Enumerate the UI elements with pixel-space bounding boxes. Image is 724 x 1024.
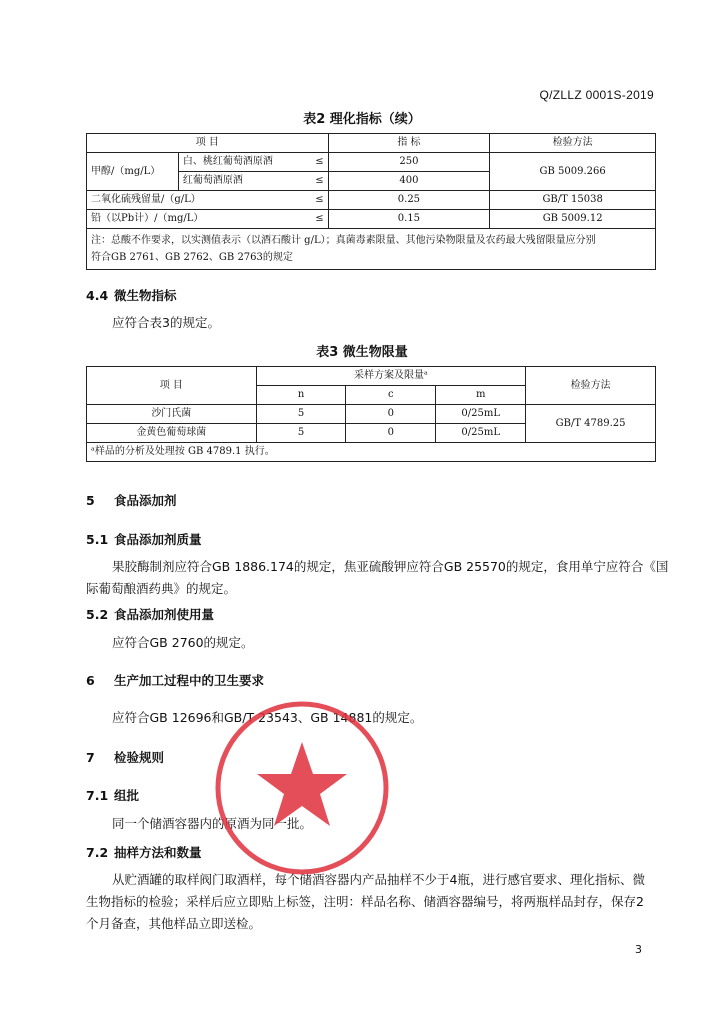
methanol-label: 甲醇/（mg/L） [87,153,179,191]
methanol-value-1: 250 [328,153,490,172]
section-4-4-text: 应符合表3的规定。 [112,315,220,330]
section-7-1: 7.1 组批 [86,788,140,803]
so2-method: GB/T 15038 [490,191,656,210]
table2 [86,133,656,270]
table3-caption: 表3 微生物限量 [316,345,408,360]
so2-item: 二氧化硫残留量/（g/L） ≤ [87,191,329,210]
lead-item: 铅（以Pb计）/（mg/L） ≤ [87,210,329,229]
table2-header-item: 项 目 [87,134,329,153]
table3-header-c: c [346,386,436,405]
table2-header-method: 检验方法 [490,134,656,153]
table3-row-2-m: 0/25mL [436,424,526,443]
methanol-sub-2: 红葡萄酒原酒 ≤ [178,172,328,191]
table3-row-1-m: 0/25mL [436,405,526,424]
table3-header-sampling: 采样方案及限量ᵃ [256,367,526,386]
company-seal-icon [212,698,392,878]
table2-note: 注：总酸不作要求，以实测值表示（以酒石酸计 g/L）；真菌毒素限量、其他污染物限量及农药最大残留限量应分别 符合GB 2761、GB 2762、GB 2763的规定 [87,229,656,270]
table2-caption: 表2 理化指标（续） [303,112,421,127]
table3-row-2-c: 0 [346,424,436,443]
methanol-sub-1: 白、桃红葡萄酒原酒 ≤ [178,153,328,172]
table3-method: GB/T 4789.25 [526,405,656,443]
section-7-2-text: 从贮酒罐的取样阀门取酒样，每个储酒容器内产品抽样不少于4瓶，进行感官要求、理化指标、微 生物指标的检验；采样后应立即贴上标签，注明：样品名称、储酒容器编号，将两瓶样品封存，保存2 个月备查，其他样品立即送检。 [86,872,645,931]
table3-row-2-item: 金黄色葡萄球菌 [87,424,257,443]
table3-footnote: ᵃ样品的分析及处理按 GB 4789.1 执行。 [87,443,656,462]
table3-row-1-n: 5 [256,405,346,424]
section-5-2: 5.2 食品添加剂使用量 [86,607,215,622]
section-6-text: 应符合GB 12696和GB/T 23543、GB 14881的规定。 [112,710,423,725]
lead-method: GB 5009.12 [490,210,656,229]
doc-code: Q/ZLLZ 0001S-2019 [539,88,654,102]
section-4-4: 4.4 微生物指标 [86,288,177,303]
section-7-2: 7.2 抽样方法和数量 [86,845,202,860]
table3-header-n: n [256,386,346,405]
section-5-1-text: 果胶酶制剂应符合GB 1886.174的规定，焦亚硫酸钾应符合GB 25570的规定，食用单宁应符合《国 际葡萄酿酒药典》的规定。 [86,559,669,596]
so2-value: 0.25 [328,191,490,210]
page-number: 3 [635,943,642,956]
table3-row-2-n: 5 [256,424,346,443]
methanol-method: GB 5009.266 [490,153,656,191]
lead-value: 0.15 [328,210,490,229]
section-5: 5 食品添加剂 [86,493,177,508]
section-5-2-text: 应符合GB 2760的规定。 [112,635,254,650]
section-7-1-text: 同一个储酒容器内的原酒为同一批。 [112,816,313,831]
section-5-1: 5.1 食品添加剂质量 [86,532,202,547]
table2-header-value: 指 标 [328,134,490,153]
section-6: 6 生产加工过程中的卫生要求 [86,673,265,688]
section-7: 7 检验规则 [86,750,165,765]
table3 [86,366,656,462]
table3-header-m: m [436,386,526,405]
table3-row-1-c: 0 [346,405,436,424]
table3-row-1-item: 沙门氏菌 [87,405,257,424]
table3-header-item: 项 目 [87,367,257,405]
table3-header-method: 检验方法 [526,367,656,405]
methanol-value-2: 400 [328,172,490,191]
